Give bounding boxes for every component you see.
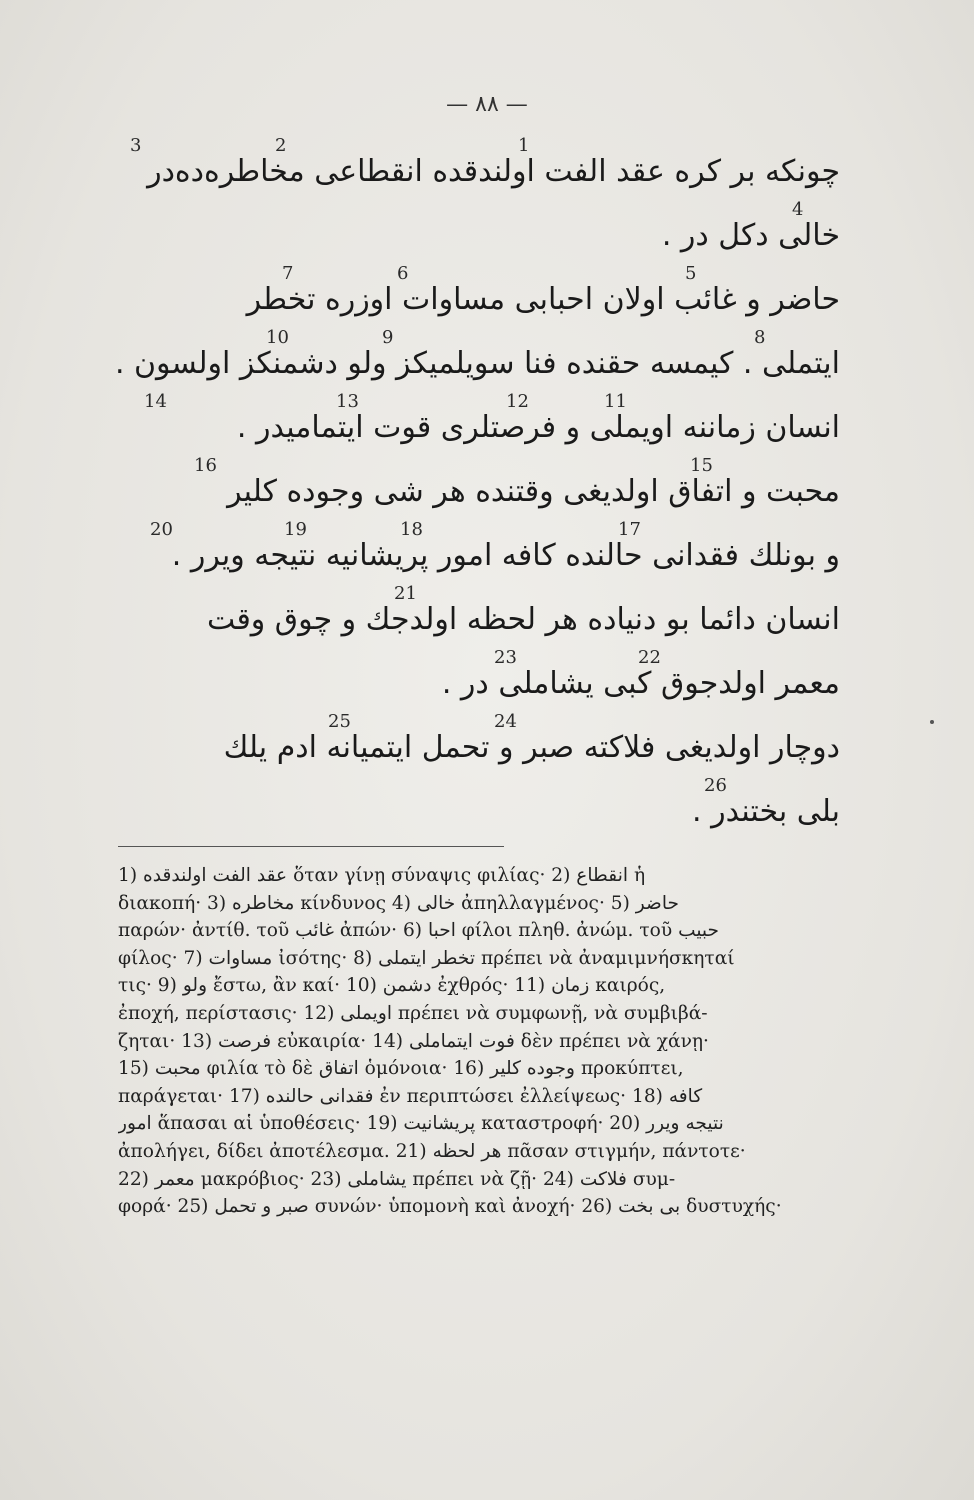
gloss-number: 7	[282, 263, 294, 284]
footnote-line: διακοπή· 3) مخاطره κίνδυνος 4) خالى ἀπηλλαγμένος· 5) حاضر	[118, 892, 679, 914]
gloss-number: 16	[194, 455, 217, 476]
line-text: و بونلك فقدانى حالنده كافه امور پريشانيه نتيجه ويرر .	[171, 538, 840, 573]
gloss-number: 10	[266, 327, 289, 348]
gloss-number: 20	[150, 519, 173, 540]
line-text: خالى دكل در .	[661, 218, 840, 253]
line-text: حاضر و غائب اولان احبابى مساوات اوزره تخطر	[246, 282, 840, 317]
gloss-number: 19	[284, 519, 307, 540]
page-number: — ٨٨ —	[446, 92, 528, 117]
gloss-number: 13	[336, 391, 359, 412]
gloss-number: 8	[754, 327, 766, 348]
line-text: محبت و اتفاق اولديغى وقتنده هر شى وجوده كلير	[227, 474, 840, 509]
footnote-line: τις· 9) ولو ἔστω, ἂν καί· 10) دشمن ἐχθρός· 11) زمان καιρός,	[118, 975, 666, 997]
gloss-number: 26	[704, 775, 727, 796]
footnote-line: φίλος· 7) مساوات ἰσότης· 8) تخطر ايتملى πρέπει νὰ ἀναμιμνήσκηταί	[118, 947, 735, 969]
text-line	[120, 199, 840, 268]
footnote-line: παράγεται· 17) فقدانى حالنده ἐν περιπτώσει ἐλλείψεως· 18) كافه	[118, 1085, 703, 1107]
gloss-number: 11	[604, 391, 627, 412]
text-line	[120, 135, 840, 204]
gloss-number: 23	[494, 647, 517, 668]
gloss-number: 22	[638, 647, 661, 668]
line-text: ايتملى . كيمسه حقنده فنا سويلميكز ولو دشمنكز اولسون .	[114, 346, 840, 381]
footnote-line: ἀπολήγει, δίδει ἀποτέλεσμα. 21) هر لحظه πᾶσαν στιγμήν, πάντοτε·	[118, 1140, 746, 1162]
footnote-divider	[118, 846, 504, 847]
line-text: انسان زماننه اويملى و فرصتلرى قوت ايتماميدر .	[236, 410, 840, 445]
text-line	[120, 711, 840, 780]
footnote-line: 1) عقد الفت اولندقده ὅταν γίνῃ σύναψις φιλίας· 2) انقطاع ἡ	[118, 865, 646, 886]
gloss-number: 6	[397, 263, 409, 284]
text-line	[120, 519, 840, 588]
footnotes	[118, 862, 836, 1221]
footnote-line: φορά· 25) صبر و تحمل συνών· ὑπομονὴ καὶ ἀνοχή· 26) بى بخت δυστυχής·	[118, 1196, 782, 1218]
line-text: چونكه بر كره عقد الفت اولندقده انقطاعى مخاطره‌ده‌در	[147, 154, 840, 189]
gloss-number: 9	[382, 327, 394, 348]
gloss-number: 21	[394, 583, 417, 604]
gloss-number: 2	[275, 135, 287, 156]
gloss-number: 4	[792, 199, 804, 220]
line-text: بلى بختندر .	[692, 794, 840, 829]
gloss-number: 15	[690, 455, 713, 476]
line-text: دوچار اولديغى فلاكته صبر و تحمل ايتميانه ادم يلك	[223, 730, 840, 765]
gloss-number: 14	[144, 391, 167, 412]
footnote-line: 15) محبت φιλία τὸ δὲ اتفاق ὁμόνοια· 16) وجوده كلير προκύπτει,	[118, 1058, 684, 1080]
gloss-number: 17	[618, 519, 641, 540]
footnote-line: 22) معمر μακρόβιος· 23) يشاملى πρέπει νὰ ζῇ· 24) فلاكت συμ-	[118, 1168, 676, 1190]
text-line	[120, 263, 840, 332]
gloss-number: 1	[518, 135, 530, 156]
footnote-line: ἐποχή, περίστασις· 12) اويملى πρέπει νὰ συμφωνῇ, νὰ συμβιβά-	[118, 1002, 708, 1024]
gloss-number: 25	[328, 711, 351, 732]
text-line	[120, 455, 840, 524]
footnote-line: παρών· ἀντίθ. τοῦ غائب ἀπών· 6) احبا φίλοι πληθ. ἀνώμ. τοῦ حبيب	[118, 920, 720, 942]
footnote-line: ζηται· 13) فرصت εὐκαιρία· 14) فوت ايتماملى δὲν πρέπει νὰ χάνῃ·	[118, 1030, 709, 1052]
footnote-line: امور ἅπασαι αἱ ὑποθέσεις· 19) پريشانيت καταστροφή· 20) نتيجه ويرر	[118, 1113, 724, 1135]
text-line	[120, 647, 840, 716]
line-text: انسان دائما بو دنياده هر لحظه اولدجك و چوق وقت	[206, 602, 840, 637]
gloss-number: 3	[130, 135, 142, 156]
main-text	[114, 135, 840, 844]
gloss-number: 12	[506, 391, 529, 412]
text-line	[120, 391, 840, 460]
gloss-number: 5	[685, 263, 697, 284]
text-line	[120, 775, 840, 844]
line-text: معمر اولدجوق كبى يشاملى در .	[441, 666, 840, 701]
gloss-number: 24	[494, 711, 517, 732]
gloss-number: 18	[400, 519, 423, 540]
stray-mark	[930, 720, 934, 724]
text-line	[120, 583, 840, 652]
text-line	[114, 327, 840, 396]
